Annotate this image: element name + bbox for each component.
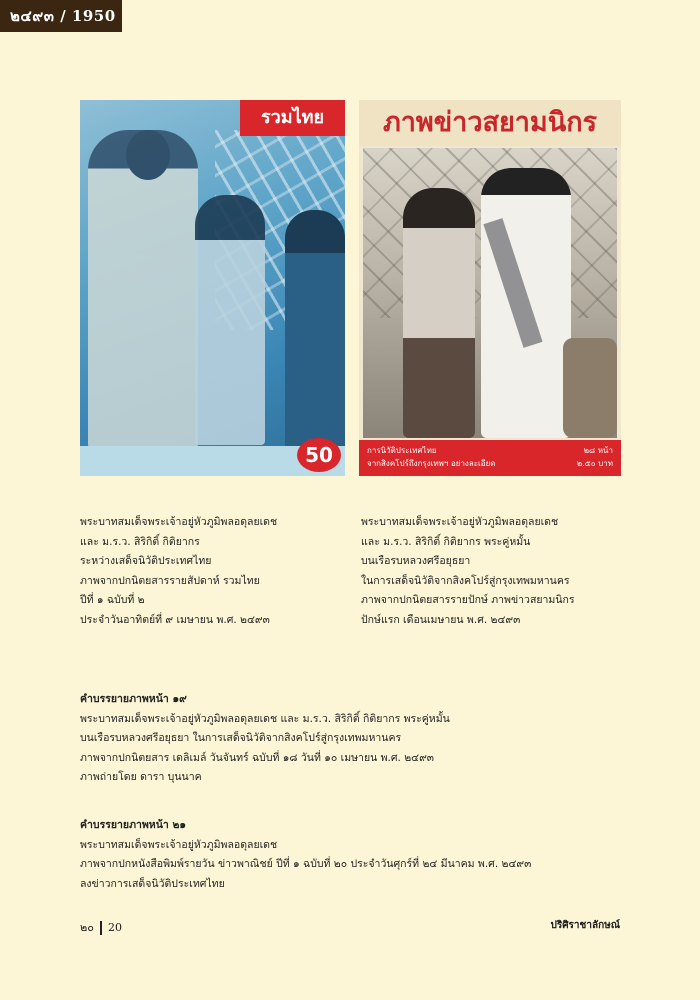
page-number-arabic: 20	[107, 921, 122, 934]
banner-price: ๒.๕๐ บาท	[576, 459, 613, 468]
magazine-masthead: ภาพข่าวสยามนิกร	[359, 100, 621, 146]
description-line: ภาพจากปกนิตยสาร เดลิเมล์ วันจันทร์ ฉบับที่ ๑๘ วันที่ ๑๐ เมษายน พ.ศ. ๒๔๙๓	[80, 751, 434, 764]
description-page-21	[80, 816, 640, 894]
caption-line: พระบาทสมเด็จพระเจ้าอยู่หัวภูมิพลอดุลยเดช	[80, 516, 278, 528]
banner-text-1: การนิวัติประเทศไทย	[367, 446, 437, 455]
page-divider	[100, 921, 102, 935]
description-page-19	[80, 690, 640, 788]
figure-woman	[403, 188, 475, 438]
cover-bottom-banner	[359, 440, 621, 476]
caption-line: พระบาทสมเด็จพระเจ้าอยู่หัวภูมิพลอดุลยเดช	[361, 516, 559, 528]
price-badge: 50	[297, 438, 341, 472]
caption-left	[80, 513, 277, 630]
description-line: พระบาทสมเด็จพระเจ้าอยู่หัวภูมิพลอดุลยเดช และ ม.ร.ว. สิริกิติ์ กิติยากร พระคู่หมั้น	[80, 712, 450, 725]
figure-head	[126, 130, 170, 180]
caption-line: ประจำวันอาทิตย์ที่ ๙ เมษายน พ.ศ. ๒๔๙๓	[80, 613, 270, 626]
caption-line: ระหว่างเสด็จนิวัติประเทศไทย	[80, 555, 212, 567]
caption-right	[361, 513, 575, 630]
figure-woman	[195, 195, 265, 445]
page-number	[80, 918, 122, 936]
banner-text-2: จากสิงคโปร์ถึงกรุงเทพฯ อย่างละเอียด	[367, 459, 496, 468]
figure-woman-2	[285, 210, 345, 450]
caption-line: ปีที่ ๑ ฉบับที่ ๒	[80, 594, 145, 606]
magazine-cover-ruam-thai	[80, 100, 345, 476]
banner-pages: ๒๘ หน้า	[583, 446, 613, 455]
caption-line: และ ม.ร.ว. สิริกิติ์ กิติยากร พระคู่หมั้น	[361, 535, 531, 548]
magazine-logo: รวมไทย	[240, 100, 345, 136]
caption-line: ภาพจากปกนิตยสารรายปักษ์ ภาพข่าวสยามนิกร	[361, 594, 575, 606]
footer-title: ปริศิราชาลักษณ์	[550, 920, 620, 931]
description-line: บนเรือรบหลวงศรีอยุธยา ในการเสด็จนิวัติจากสิงคโปร์สู่กรุงเทพมหานคร	[80, 732, 402, 744]
banner-right	[577, 444, 613, 470]
caption-line: ภาพจากปกนิตยสารรายสัปดาห์ รวมไทย	[80, 574, 260, 587]
cover-photo	[363, 148, 617, 438]
figure-chair	[563, 338, 617, 438]
description-line: ภาพจากปกหนังสือพิมพ์รายวัน ข่าวพาณิชย์ ปีที่ ๑ ฉบับที่ ๒๐ ประจำวันศุกร์ที่ ๒๔ มีนาคม พ.ศ. ๒๔๙๓	[80, 858, 532, 870]
description-line: ลงข่าวการเสด็จนิวัติประเทศไทย	[80, 877, 225, 890]
description-line: ภาพถ่ายโดย ดารา บุนนาค	[80, 771, 202, 783]
description-heading: คำบรรยายภาพหน้า ๒๑	[80, 819, 187, 831]
caption-line: ปักษ์แรก เดือนเมษายน พ.ศ. ๒๔๙๓	[361, 613, 521, 626]
description-line: พระบาทสมเด็จพระเจ้าอยู่หัวภูมิพลอดุลยเดช	[80, 838, 278, 851]
caption-line: ในการเสด็จนิวัติจากสิงคโปร์สู่กรุงเทพมหานคร	[361, 574, 570, 587]
page-number-thai: ๒๐	[80, 921, 94, 934]
magazine-cover-siam-nikorn	[359, 100, 621, 476]
caption-line: และ ม.ร.ว. สิริกิติ์ กิติยากร	[80, 535, 200, 548]
year-tab: ๒๔๙๓ / 1950	[0, 0, 122, 32]
caption-line: บนเรือรบหลวงศรีอยุธยา	[361, 555, 471, 567]
description-heading: คำบรรยายภาพหน้า ๑๙	[80, 693, 187, 705]
figure-king	[88, 130, 198, 450]
